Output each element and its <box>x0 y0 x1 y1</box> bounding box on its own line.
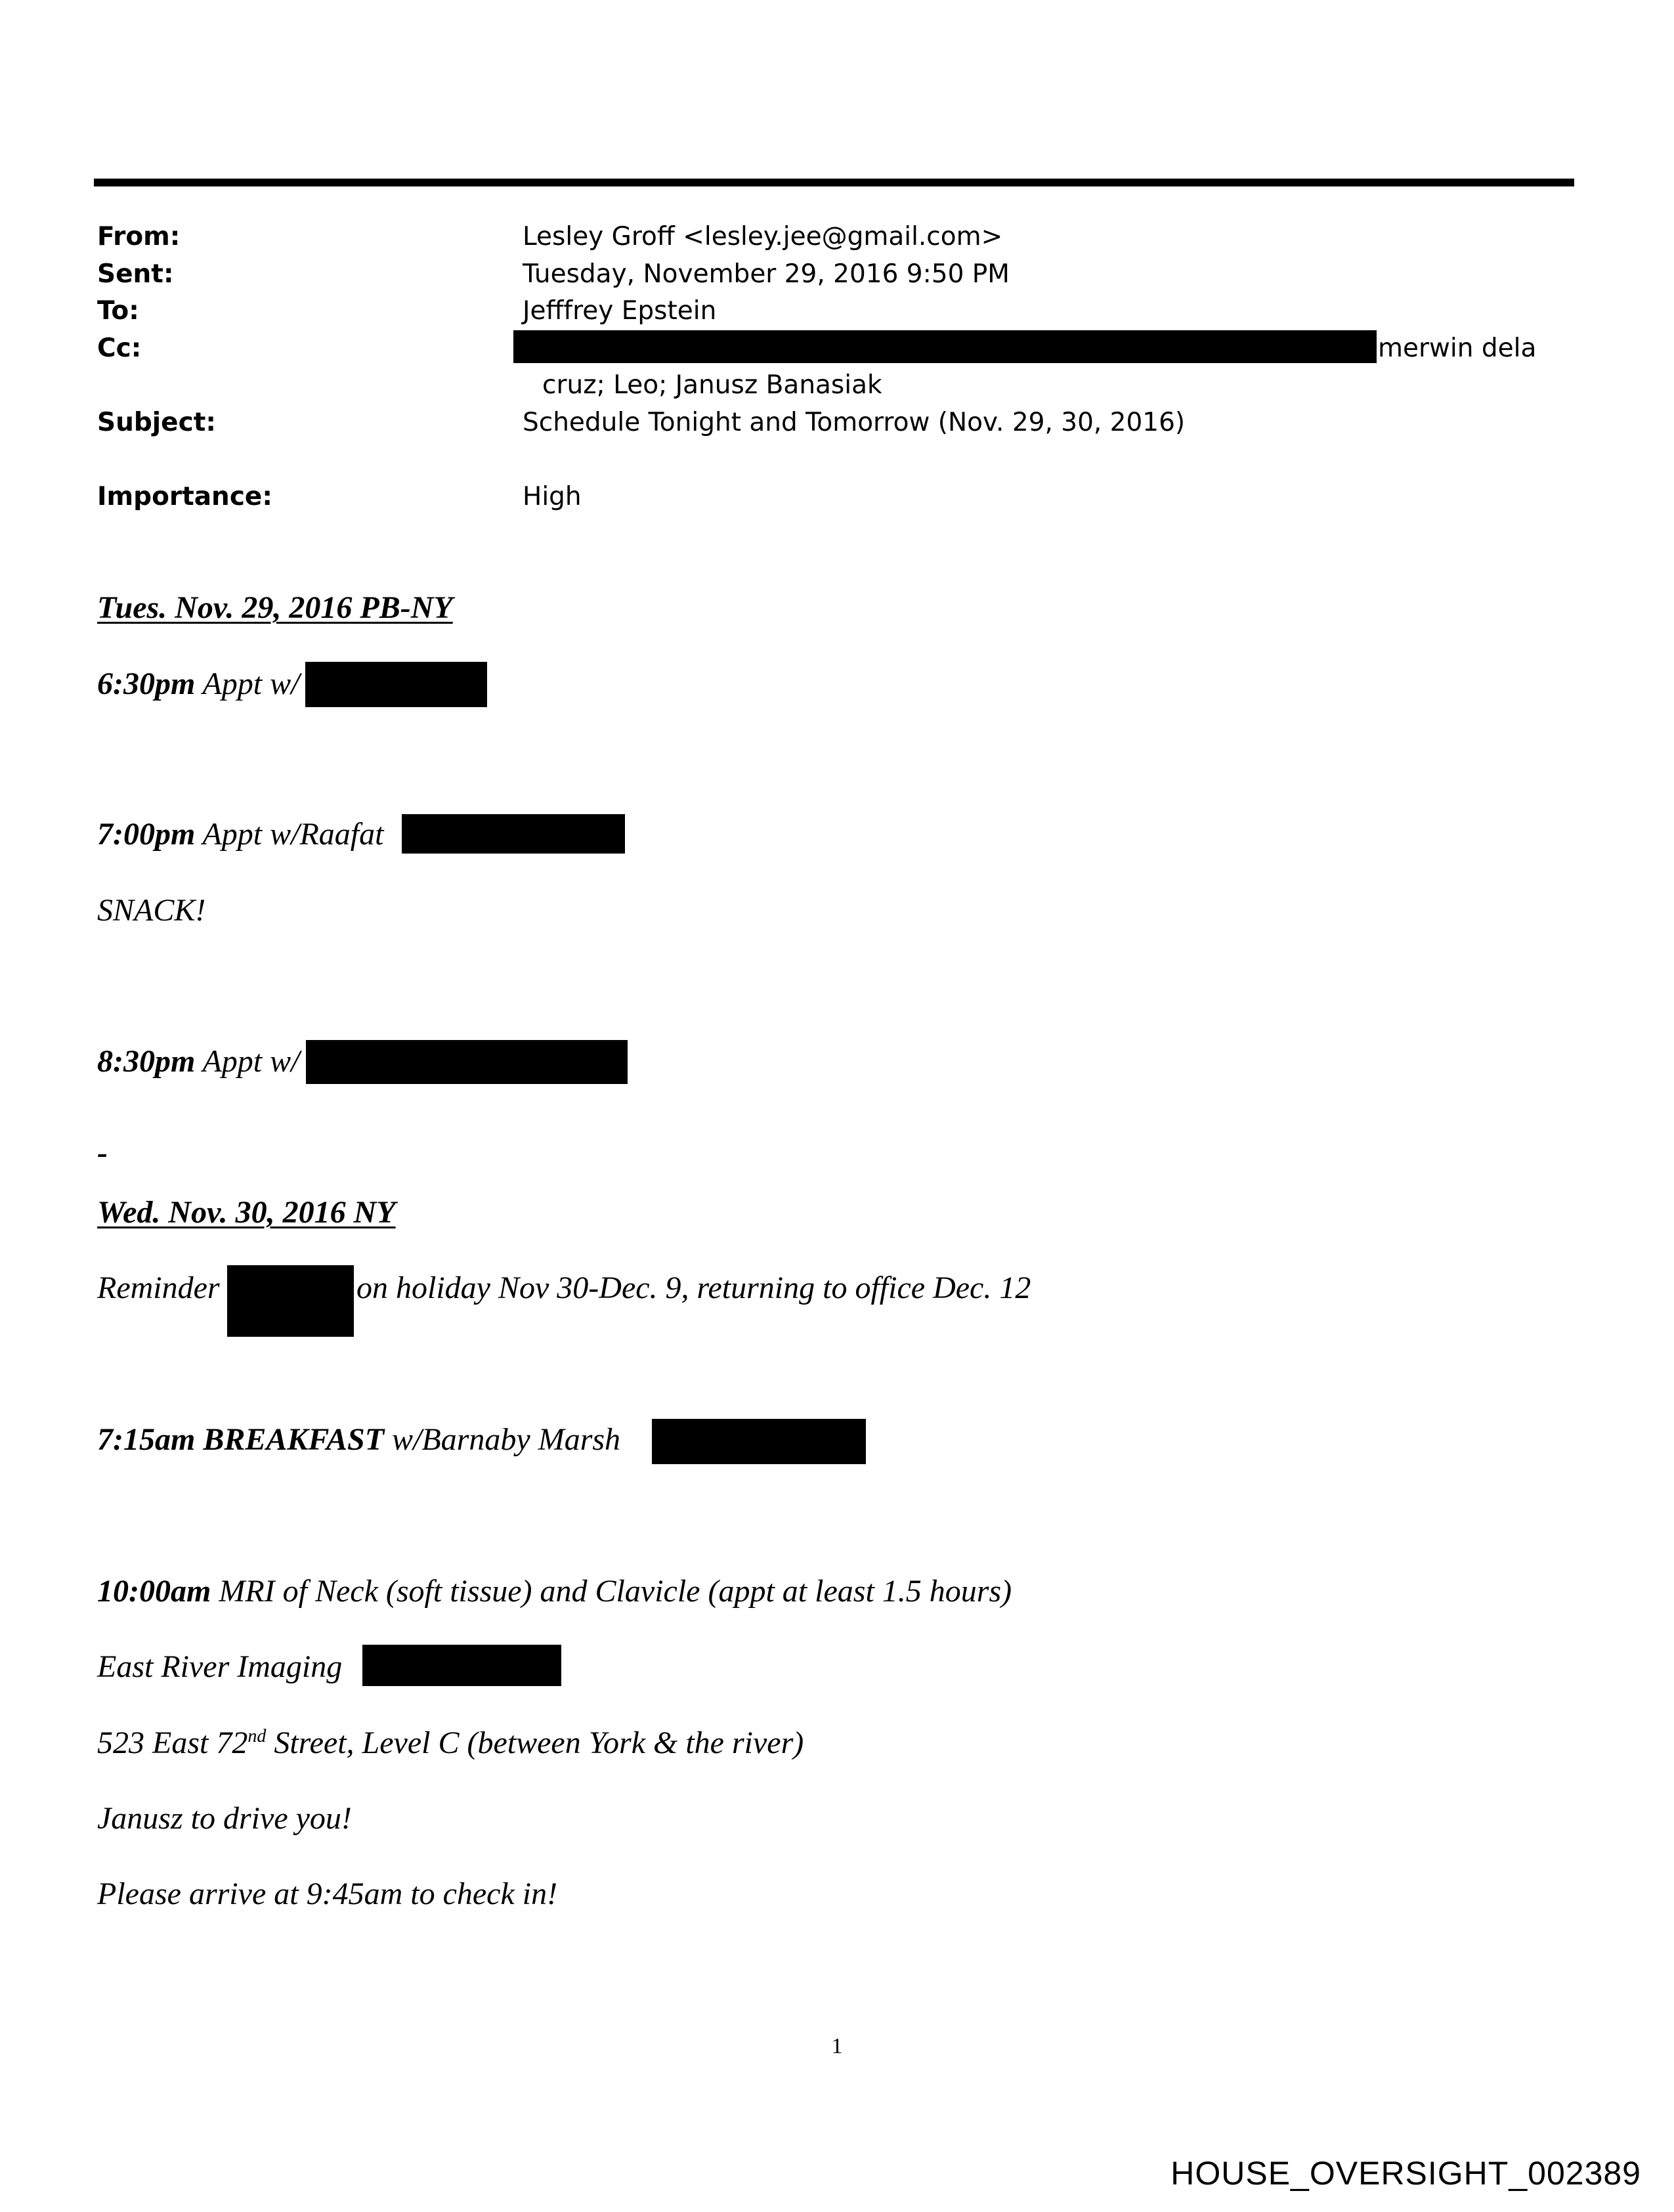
reminder-prefix: Reminder <box>97 1270 220 1305</box>
sent-label: Sent: <box>97 259 174 289</box>
from-label: From: <box>97 222 181 251</box>
separator-dash: - <box>97 1135 108 1170</box>
mri-entry <box>97 1572 1012 1611</box>
appointment-2-time: 7:00pm <box>97 817 196 852</box>
breakfast-entry <box>97 1420 620 1460</box>
redaction-box <box>513 330 1377 363</box>
cc-label: Cc: <box>97 334 142 363</box>
subject-value: Schedule Tonight and Tomorrow (Nov. 29, 30, 2016) <box>523 408 1186 437</box>
imaging-address <box>97 1724 804 1763</box>
bates-number: HOUSE_OVERSIGHT_002389 <box>1170 2155 1641 2192</box>
redaction-box <box>227 1265 354 1337</box>
breakfast-time: 7:15am BREAKFAST <box>97 1422 385 1457</box>
redaction-box <box>652 1419 866 1464</box>
appointment-2 <box>97 815 383 854</box>
to-label: To: <box>97 296 139 326</box>
subject-label: Subject: <box>97 408 216 437</box>
appointment-3-text: Appt w/ <box>195 1044 300 1079</box>
redaction-box <box>362 1645 561 1686</box>
from-value: Lesley Groff <lesley.jee@gmail.com> <box>523 222 1003 251</box>
address-suffix: Street, Level C (between York & the river) <box>266 1725 804 1760</box>
day-heading-wednesday: Wed. Nov. 30, 2016 NY <box>97 1195 396 1230</box>
importance-label: Importance: <box>97 482 272 511</box>
reminder-text: on holiday Nov 30-Dec. 9, returning to office Dec. 12 <box>356 1270 1031 1305</box>
day-heading-tuesday: Tues. Nov. 29, 2016 PB-NY <box>97 590 453 625</box>
appointment-1-time: 6:30pm <box>97 666 196 701</box>
page-number: 1 <box>831 2034 843 2058</box>
redaction-box <box>402 814 625 854</box>
redaction-box <box>305 662 487 707</box>
redaction-box <box>306 1040 628 1084</box>
appointment-1-text: Appt w/ <box>195 666 300 701</box>
importance-value: High <box>523 482 582 511</box>
driver-note: Janusz to drive you! <box>97 1801 352 1836</box>
appointment-1 <box>97 664 299 704</box>
sent-value: Tuesday, November 29, 2016 9:50 PM <box>523 259 1010 289</box>
appointment-3-time: 8:30pm <box>97 1044 196 1079</box>
breakfast-text: w/Barnaby Marsh <box>384 1422 621 1457</box>
header-rule <box>94 179 1574 186</box>
to-value: Jefffrey Epstein <box>523 296 717 326</box>
address-superscript: nd <box>247 1726 267 1746</box>
imaging-name: East River Imaging <box>97 1649 343 1684</box>
snack-note: SNACK! <box>97 893 206 928</box>
arrival-note: Please arrive at 9:45am to check in! <box>97 1876 558 1911</box>
appointment-2-text: Appt w/Raafat <box>195 817 384 852</box>
mri-text: MRI of Neck (soft tissue) and Clavicle (appt at least 1.5 hours) <box>211 1574 1012 1609</box>
mri-time: 10:00am <box>97 1574 211 1609</box>
cc-value-line1: merwin dela <box>1378 334 1537 363</box>
appointment-3 <box>97 1042 299 1081</box>
address-prefix: 523 East 72 <box>97 1725 248 1760</box>
cc-value-line2: cruz; Leo; Janusz Banasiak <box>542 370 882 400</box>
